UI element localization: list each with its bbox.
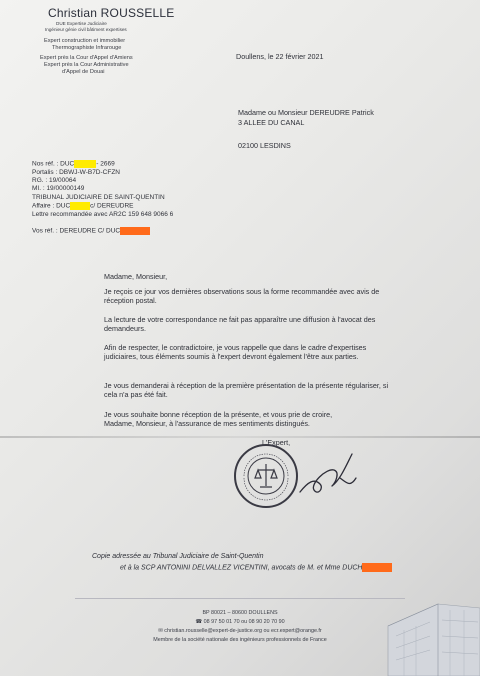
footer-phone: ☎ 08 97 50 01 70 ou 08 90 20 70 90 — [195, 619, 285, 625]
redaction-mark — [120, 227, 150, 235]
paper-fold-line — [0, 436, 480, 438]
ref-affaire: Affaire : DUC c/ DEREUDRE — [32, 202, 134, 210]
handwritten-signature — [296, 448, 360, 504]
paragraph-3: Afin de respecter, le contradictoire, je vous rappelle que dans le cadre d'expertises judiciaires, tous éléments soumis à l'expert devront également l'être aux parties. — [104, 343, 367, 361]
letterhead-activity-1: Expert construction et immobilier — [44, 38, 126, 44]
paragraph-4: Je vous demanderai à réception de la première présentation de la présente régulariser, si cela n'a pas été fait. — [104, 381, 389, 399]
salutation: Madame, Monsieur, — [104, 272, 168, 281]
closing-line-2: Madame, Monsieur, à l'assurance de mes sentiments distingués. — [104, 419, 310, 428]
letterhead-court-2: Expert près la Cour Administrative — [44, 62, 129, 68]
letterhead-court-1: Expert près la Cour d'Appel d'Amiens — [40, 55, 133, 61]
redaction-mark — [70, 202, 90, 210]
footer-address: BP 80021 – 80600 DOULLENS — [202, 610, 278, 616]
letterhead-title-2: Ingénieur génie civil bâtiment expertises — [45, 27, 127, 32]
ref-nos-ref: Nos réf. : DUC - 2669 — [32, 160, 115, 168]
expert-seal — [234, 444, 298, 508]
footer-membership: Membre de la société nationale des ingénieurs professionnels de France — [153, 637, 327, 643]
seal-emblem-icon — [236, 446, 296, 506]
ref-portalis: Portalis : DBWJ-W-B7D-CFZN — [32, 168, 120, 176]
letter-date: Doullens, le 22 février 2021 — [236, 52, 324, 61]
ref-lettre: Lettre recommandée avec AR2C 159 648 9066 6 — [32, 210, 174, 218]
copy-note-line-2: et à la SCP ANTONINI DELVALLEZ VICENTINI, avocats de M. et Mme DUCH — [120, 563, 392, 572]
ref-vos-ref: Vos réf. : DEREUDRE C/ DUC — [32, 227, 150, 235]
letterhead-activity-2: Thermographiste Infrarouge — [52, 45, 122, 51]
closing-line-1: Je vous souhaite bonne réception de la présente, et vous prie de croire, — [104, 410, 333, 419]
ref-tribunal: TRIBUNAL JUDICIAIRE DE SAINT-QUENTIN — [32, 193, 165, 201]
signature-label: L'Expert, — [262, 438, 291, 447]
footer-email: ✉ christian.rousselle@expert-de-justice.org ou ecr.expert@orange.fr — [158, 628, 322, 634]
email-icon: ✉ — [158, 628, 165, 634]
ref-rg: RG. : 19/00064 — [32, 177, 77, 185]
paragraph-2: La lecture de votre correspondance ne fait pas apparaître une diffusion à l'avocat des demandeurs. — [104, 315, 376, 333]
recipient-name: Madame ou Monsieur DEREUDRE Patrick — [238, 108, 374, 117]
letterhead-name: Christian ROUSSELLE — [48, 6, 175, 20]
recipient-city: 02100 LESDINS — [238, 141, 291, 150]
redaction-mark — [74, 160, 96, 168]
ref-mi: MI. : 19/00000149 — [32, 185, 85, 193]
redaction-mark — [362, 563, 392, 572]
references-block — [32, 160, 173, 219]
letterhead-title-1: DUE Expertise Judiciaire — [56, 21, 107, 26]
building-illustration-icon — [378, 596, 480, 676]
recipient-street: 3 ALLEE DU CANAL — [238, 118, 305, 127]
letterhead-court-3: d'Appel de Douai — [62, 69, 105, 75]
copy-note-line-1: Copie adressée au Tribunal Judiciaire de Saint-Quentin — [92, 553, 264, 560]
paragraph-1: Je reçois ce jour vos dernières observations sous la forme recommandée avec avis de réception postal. — [104, 287, 380, 305]
